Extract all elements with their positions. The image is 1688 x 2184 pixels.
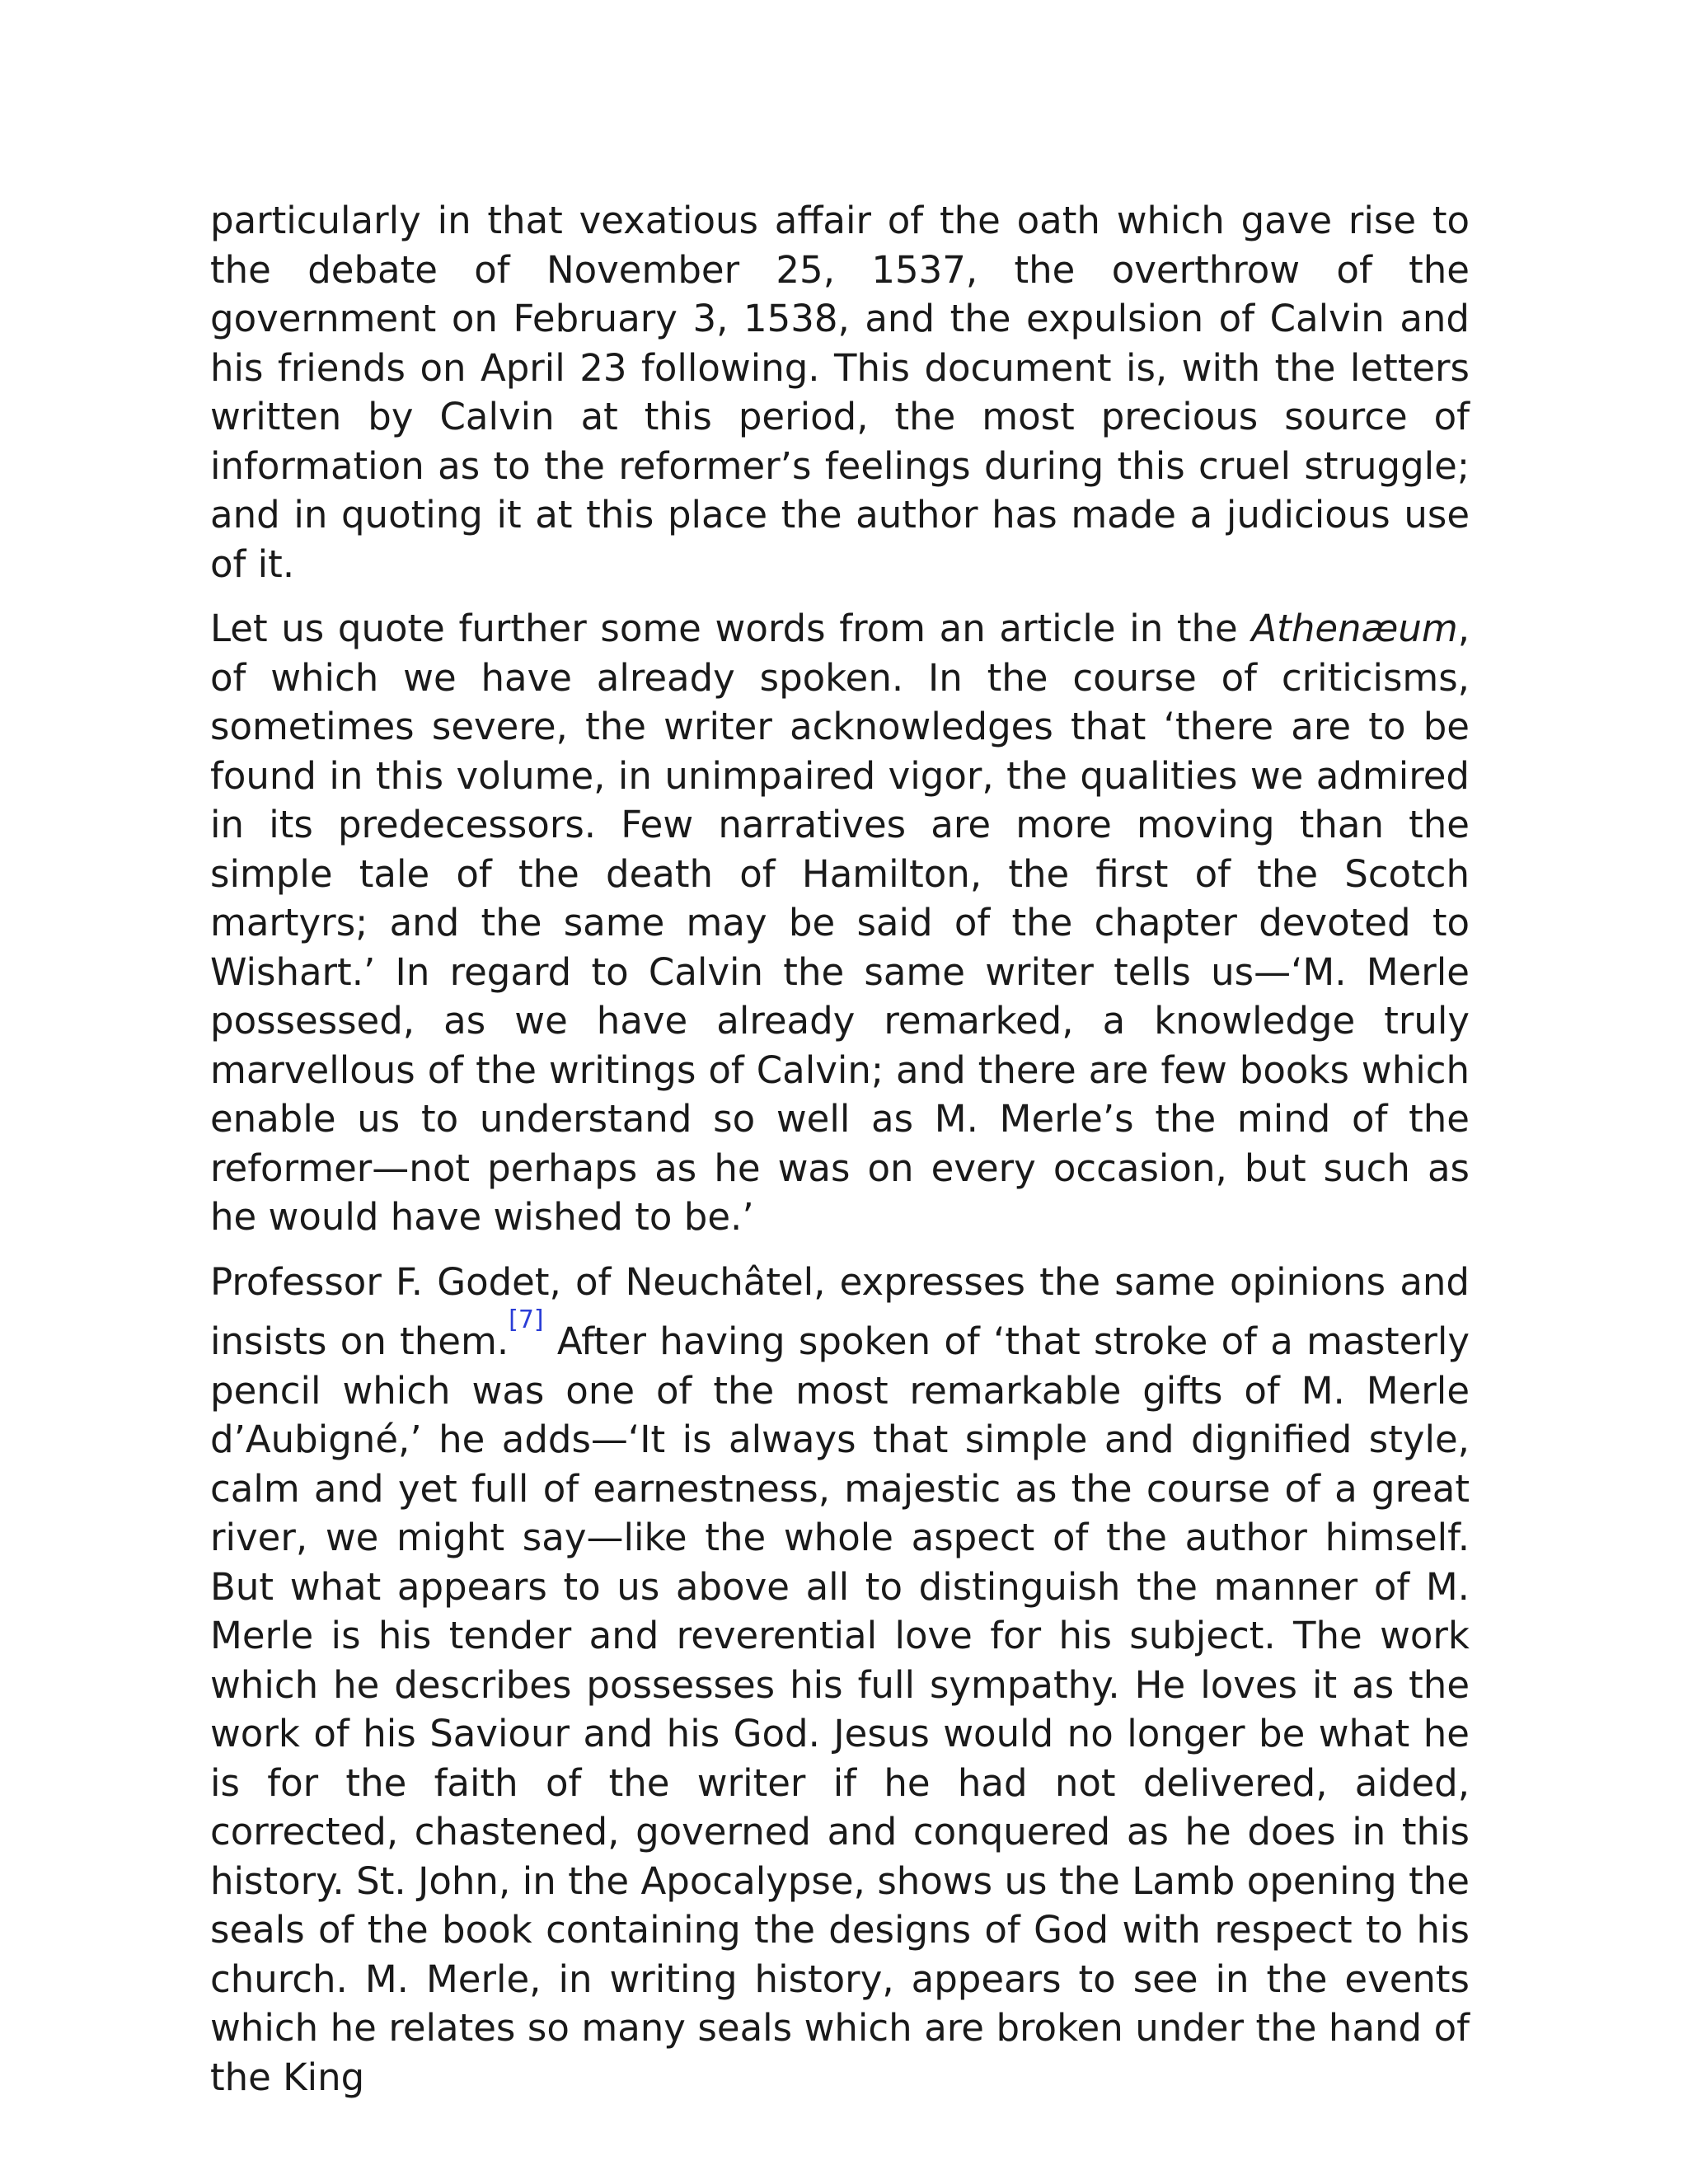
footnote-link[interactable]: [7] (509, 1305, 544, 1334)
paragraph-text-after: After having spoken of ‘that stroke of a masterly pencil which was one of the most remarkable gifts of M. Merle d’Aubigné,’ he adds—‘It is always that simple and dignified style, calm and yet full of earnestness, majestic as the course of a great river, we might say—like the whole aspect of the author himself. But what appears to us above all to distinguish the manner of M. Merle is his tender and reverential love for his subject. The work which he describes possesses his full sympathy. He loves it as the work of his Saviour and his God. Jesus would no longer be what he is for the faith of the writer if he had not delivered, aided, corrected, chastened, governed and conquered as he does in this history. St. John, in the Apocalypse, shows us the Lamb opening the seals of the book containing the designs of God with respect to his church. M. Merle, in writing history, appears to see in the events which he relates so many seals which are broken under the hand of the King (210, 1319, 1470, 2099)
paragraph-text-before: Let us quote further some words from an article in the (210, 607, 1252, 650)
paragraph-athenaeum-quote (210, 604, 1470, 1242)
paragraph-godet-quote (210, 1258, 1470, 2102)
paragraph-text-after: , of which we have already spoken. In the course of criticisms, sometimes severe, the writer acknowledges that ‘there are to be found in this volume, in unimpaired vigor, the qualities we admired in its predecessors. Few narratives are more moving than the simple tale of the death of Hamilton, the first of the Scotch martyrs; and the same may be said of the chapter devoted to Wishart.’ In regard to Calvin the same writer tells us—‘M. Merle possessed, as we have already remarked, a knowledge truly marvellous of the writings of Calvin; and there are few books which enable us to understand so well as M. Merle’s the mind of the reformer—not perhaps as he was on every occasion, but such as he would have wished to be.’ (210, 607, 1470, 1239)
paragraph-text-before: Professor F. Godet, of Neuchâtel, expresses the same opinions and insists on them. (210, 1259, 1470, 1363)
paragraph-oath-affair (210, 196, 1470, 588)
journal-title-italic: Athenæum (1251, 607, 1458, 650)
paragraph-text: particularly in that vexatious affair of the oath which gave rise to the debate of November 25, 1537, the overthrow of the government on February 3, 1538, and the expulsion of Calvin and his friends on April 23 following. This document is, with the letters written by Calvin at this period, the most precious source of information as to the reformer’s feelings during this cruel struggle; and in quoting it at this place the author has made a judicious use of it. (210, 199, 1470, 586)
page-body (210, 196, 1470, 2117)
